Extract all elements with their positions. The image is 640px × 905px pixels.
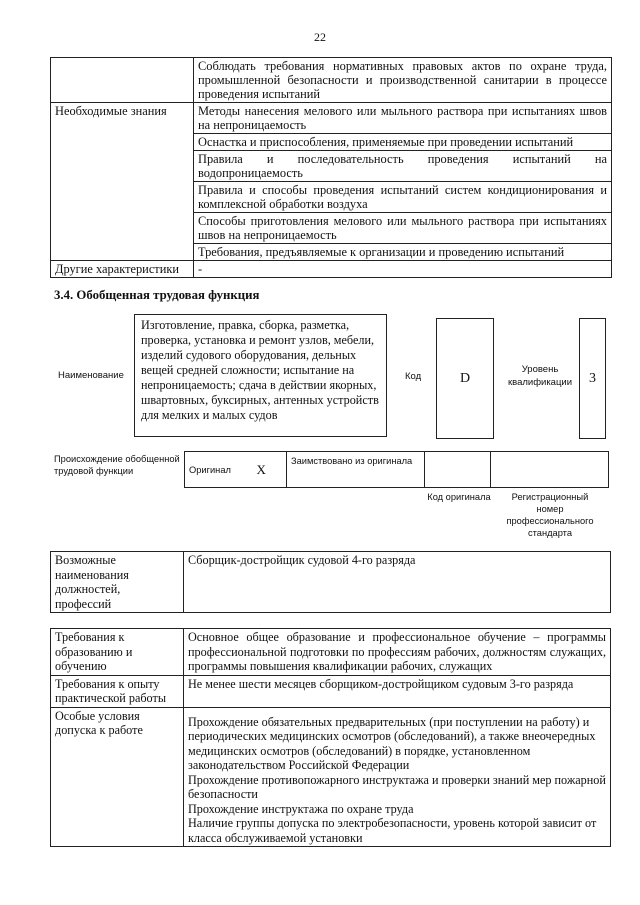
table-cell-value: Правила и способы проведения испытаний систем кондиционирования и комплексной обработки воздуха [194,182,612,213]
section-heading: 3.4. Обобщенная трудовая функция [54,288,260,302]
positions-label: Возможные наименования должностей, профессий [51,552,184,613]
table-cell-label: Другие характеристики [51,261,194,278]
reg-number-caption: Регистрационный номер профессионального стандарта [506,492,594,538]
origin-original-mark: X [253,452,287,488]
qualification-level-label: Уровень квалификации [507,364,573,388]
table-row [185,452,609,488]
origin-table [184,451,609,488]
function-name-box: Изготовление, правка, сборка, разметка, проверка, установка и ремонт узлов, мебели, изделий судового оборудования, дельных вещей средней сложности; испытание на непроницаемость; сдача в действии якорных, швартовных, буксирных, антенных устройств для мелких и малых судов [134,314,387,437]
qualification-level-box: 3 [579,318,606,439]
table-cell-value: Способы приготовления мелового или мыльного раствора при испытаниях швов на непроницаемость [194,213,612,244]
code-original-caption: Код оригинала [427,492,491,502]
table-row [51,675,611,707]
origin-label: Происхождение обобщенной трудовой функции [54,454,180,476]
requirement-label: Требования к образованию и обучению [51,629,184,676]
requirement-value [184,707,611,847]
table-row [51,552,611,613]
table-row [51,629,611,676]
knowledge-table [50,57,612,278]
requirement-line: Прохождение обязательных предварительных (при поступлении на работу) и периодических медицинских осмотров (обследований), а также внеочередных медицинских осмотров (обследований) в порядке, установленном законодательством Российской Федерации [188,714,596,772]
requirement-line: Прохождение инструктажа по охране труда [188,801,414,816]
positions-value: Сборщик-достройщик судовой 4-го разряда [184,552,611,613]
table-cell-label: Необходимые знания [51,103,194,261]
table-cell-value: - [194,261,612,278]
table-cell-label [51,58,194,103]
requirement-line: Прохождение противопожарного инструктажа и проверки знаний мер пожарной безопасности [188,772,606,801]
name-label: Наименование [58,370,124,381]
requirements-table [50,628,611,847]
origin-borrowed-label: Заимствовано из оригинала [287,452,425,488]
origin-code-cell [425,452,491,488]
code-value-box: D [436,318,494,439]
requirement-value: Не менее шести месяцев сборщиком-достройщиком судовым 3-го разряда [184,675,611,707]
table-row [51,58,612,103]
table-cell-value: Правила и последовательность проведения испытаний на водопроницаемость [194,151,612,182]
page-number: 22 [314,30,326,44]
table-cell-value: Оснастка и приспособления, применяемые при проведении испытаний [194,134,612,151]
requirement-value: Основное общее образование и профессиональное обучение – программы профессиональной подготовки по профессиям рабочих, должностям служащих, программы повышения квалификации рабочих, служащих [184,629,611,676]
table-row [51,261,612,278]
requirement-label: Особые условия допуска к работе [51,707,184,847]
table-cell-value: Требования, предъявляемые к организации и проведению испытаний [194,244,612,261]
origin-reg-number-cell [491,452,609,488]
requirement-line: Наличие группы допуска по электробезопасности, уровень которой зависит от класса обслуживаемой установки [188,816,597,845]
requirement-label: Требования к опыту практической работы [51,675,184,707]
table-row [51,103,612,134]
code-label: Код [405,371,422,382]
table-cell-value: Соблюдать требования нормативных правовых актов по охране труда, промышленной безопасности и производственной санитарии в процессе проведения испытаний [194,58,612,103]
positions-table [50,551,611,613]
table-cell-value: Методы нанесения мелового или мыльного раствора при испытаниях швов на непроницаемость [194,103,612,134]
origin-original-label: Оригинал [185,452,253,488]
table-row [51,707,611,847]
